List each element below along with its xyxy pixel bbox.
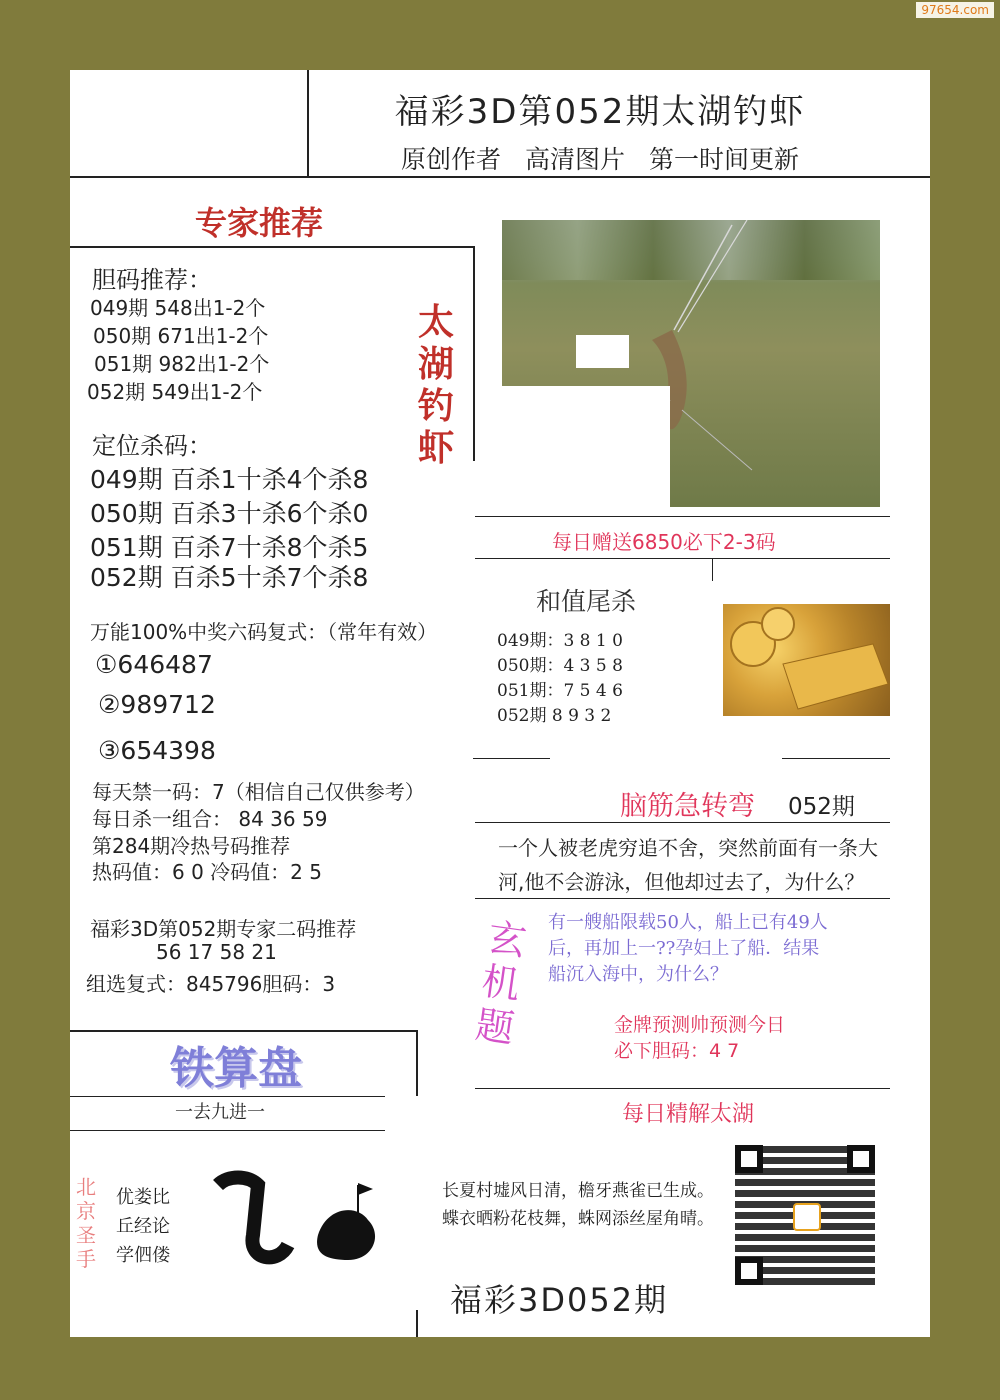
dan-row: 049期 548出1-2个 [90,296,266,320]
six-code-row: ③654398 [98,736,216,765]
expert-line [70,246,475,248]
site-watermark: 97654.com [916,2,994,18]
photo-blank-patch [502,386,670,507]
tail-kill-title: 和值尾杀 [536,587,637,616]
kill-row: 050期 百杀3十杀6个杀0 [90,499,369,528]
qr-corner [735,1145,763,1173]
predict-text: 必下胆码：4 7 [614,1040,740,1062]
riddle-line-right [782,758,890,759]
page-subtitle: 原创作者 高清图片 第一时间更新 [401,145,799,174]
gift-line-bottom [475,558,890,559]
info-row: 热码值：6 0 冷码值：2 5 [92,860,322,884]
riddle-line [475,822,890,823]
footer-vline [416,1310,418,1337]
info-row: 第284期冷热号码推荐 [92,834,291,858]
six-code-row: ②989712 [98,690,216,719]
predict-text: 金牌预测帅预测今日 [614,1014,786,1036]
kill-row: 052期 百杀5十杀7个杀8 [90,563,369,592]
daily-text: 每日精解太湖 [622,1102,755,1127]
tail-kill-row: 049期：3 8 1 0 [497,631,623,651]
six-code-row: ①646487 [95,650,213,679]
tail-kill-row: 050期：4 3 5 8 [497,656,623,676]
riddle-title: 脑筋急转弯 [620,791,755,822]
kill-label: 定位杀码： [92,432,212,460]
beijing-word: 丘经论 [116,1216,170,1237]
group-line: 组选复式：845796胆码：3 [86,972,336,996]
dan-row: 052期 549出1-2个 [87,380,263,404]
qr-corner [735,1257,763,1285]
puzzle-text: 船沉入海中，为什么？ [548,964,728,985]
beijing-word: 优娄比 [116,1187,170,1208]
page-title: 福彩3D第052期太湖钓虾 [394,92,806,132]
abacus-vline [416,1030,418,1096]
qr-logo-icon [793,1203,821,1231]
two-code-values: 56 17 58 21 [156,940,277,964]
fishing-drawing-icon [208,1165,408,1285]
puzzle-text: 有一艘船限载50人，船上已有49人 [548,912,828,933]
poem-line: 长夏村墟风日清，檐牙燕雀已生成。 [442,1181,714,1201]
photo-blank-patch [576,335,629,368]
gift-line [475,516,890,517]
two-code-title: 福彩3D第052期专家二码推荐 [90,917,357,941]
dan-row: 051期 982出1-2个 [94,352,270,376]
abacus-title: 铁算盘 [170,1043,302,1094]
dan-label: 胆码推荐： [92,266,212,294]
side-title-taihu: 太湖钓虾 [418,302,455,469]
kill-row: 049期 百杀1十杀4个杀8 [90,465,369,494]
gift-text: 每日赠送6850必下2-3码 [552,530,776,554]
gift-vline [712,559,713,581]
riddle-question: 一个人被老虎穷追不舍，突然前面有一条大 [498,836,878,860]
puzzle-side-title: 玄机题 [473,915,530,1052]
abacus-line [70,1096,385,1097]
abacus-subtitle: 一去九进一 [175,1102,265,1123]
info-row: 每天禁一码：7（相信自己仅供参考） [92,780,425,804]
tail-kill-row: 052期 8 9 3 2 [497,706,612,726]
abacus-line-bottom [70,1130,385,1131]
riddle-period: 052期 [788,794,855,820]
gold-bar-icon [723,604,890,716]
beijing-word: 学伵偻 [116,1245,170,1266]
riddle-line-left [473,758,550,759]
puzzle-line [475,1088,890,1089]
puzzle-text: 后，再加上一??孕妇上了船．结果 [548,938,820,959]
footer-period: 福彩3D052期 [450,1281,669,1319]
qr-corner [847,1145,875,1173]
riddle-line-bottom [475,898,890,899]
poem-line: 蝶衣晒粉花枝舞，蛛网添丝屋角晴。 [442,1209,714,1229]
six-code-label: 万能100%中奖六码复式：（常年有效） [90,620,438,644]
header-divider [307,70,309,176]
expert-vline [473,246,475,461]
expert-title: 专家推荐 [195,204,324,242]
dan-row: 050期 671出1-2个 [93,324,269,348]
tail-kill-row: 051期：7 5 4 6 [497,681,623,701]
lottery-sheet [70,70,930,1337]
info-row: 每日杀一组合： 84 36 59 [92,807,328,831]
header-bottom-line [70,176,930,178]
kill-row: 051期 百杀7十杀8个杀5 [90,533,369,562]
riddle-question: 河,他不会游泳，但他却过去了，为什么？ [498,870,865,894]
beijing-vertical: 北京圣手 [76,1175,96,1271]
